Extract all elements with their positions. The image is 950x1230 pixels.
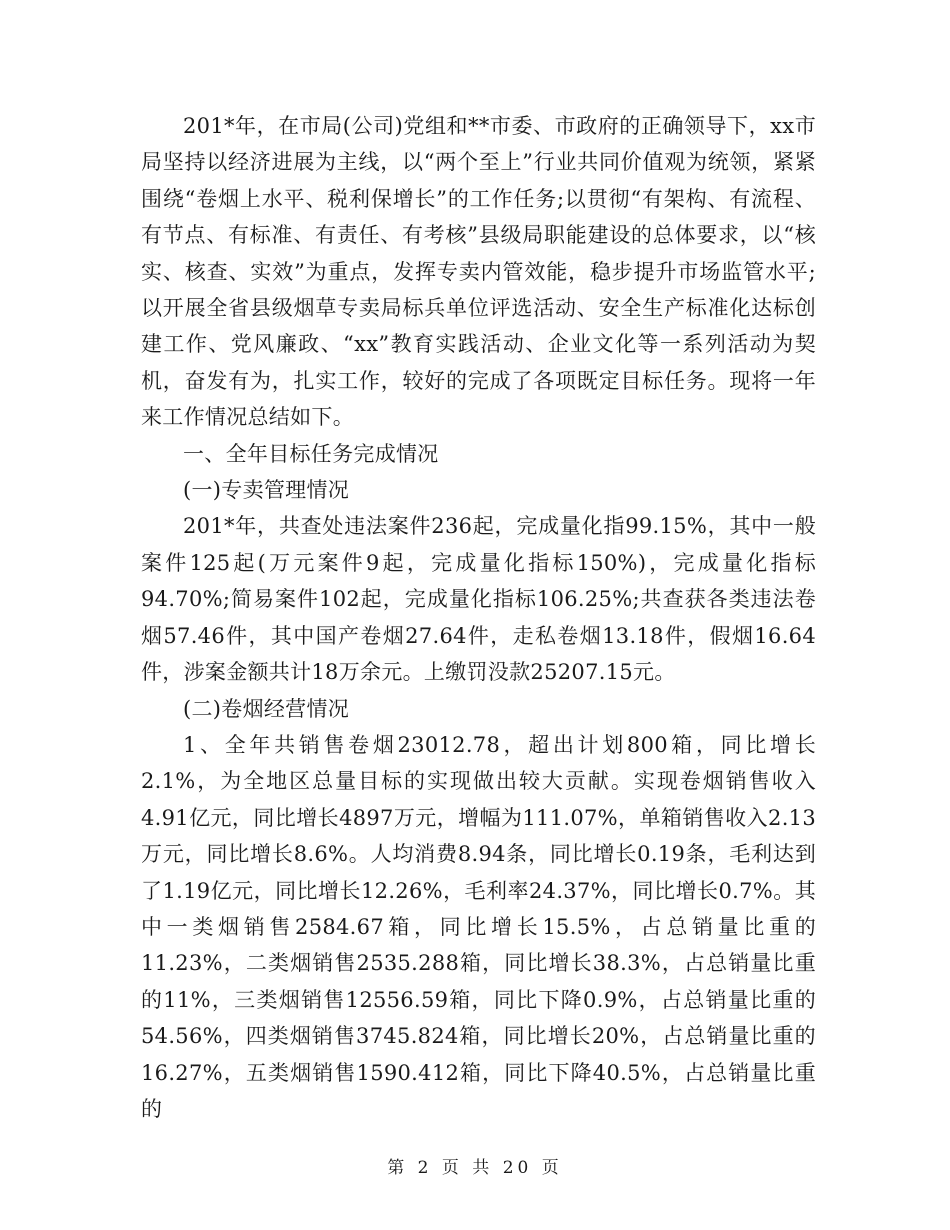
document-body: [141, 108, 816, 1127]
paragraph-monopoly-cases: 201*年，共查处违法案件236起，完成量化指99.15%，其中一般案件125起(万元案件9起，完成量化指标150%)，完成量化指标94.70%;简易案件102起，完成量化指标106.25%;共查获各类违法卷烟57.46件，其中国产卷烟27.64件，走私卷烟13.18件，假烟16.64件，涉案金额共计18万余元。上缴罚没款25207.15元。: [141, 514, 816, 685]
page-number-footer: 第 2 页 共 20 页: [387, 1158, 563, 1178]
section-heading-annual-targets: 一、全年目标任务完成情况: [183, 441, 439, 466]
paragraph-intro: 201*年，在市局(公司)党组和**市委、市政府的正确领导下，xx市局坚持以经济进展为主线，以“两个至上”行业共同价值观为统领，紧紧围绕“卷烟上水平、税利保增长”的工作任务;以贯彻“有架构、有流程、有节点、有标准、有责任、有考核”县级局职能建设的总体要求，以“核实、核查、实效”为重点，发挥专卖内管效能，稳步提升市场监管水平;以开展全省县级烟草专卖局标兵单位评选活动、安全生产标准化达标创建工作、党风廉政、“xx”教育实践活动、企业文化等一系列活动为契机，奋发有为，扎实工作，较好的完成了各项既定目标任务。现将一年来工作情况总结如下。: [141, 114, 816, 430]
subsection-heading-cigarette-operations: (二)卷烟经营情况: [183, 696, 350, 721]
subsection-heading-monopoly-management: (一)专卖管理情况: [183, 478, 350, 503]
paragraph-sales-figures: 1、全年共销售卷烟23012.78，超出计划800箱，同比增长2.1%，为全地区总量目标的实现做出较大贡献。实现卷烟销售收入4.91亿元，同比增长4897万元，增幅为111.07%，单箱销售收入2.13万元，同比增长8.6%。人均消费8.94条，同比增长0.19条，毛利达到了1.19亿元，同比增长12.26%，毛利率24.37%，同比增长0.7%。其中一类烟销售2584.67箱，同比增长15.5%，占总销量比重的11.23%，二类烟销售2535.288箱，同比增长38.3%，占总销量比重的11%，三类烟销售12556.59箱，同比下降0.9%，占总销量比重的54.56%，四类烟销售3745.824箱，同比增长20%，占总销量比重的16.27%，五类烟销售1590.412箱，同比下降40.5%，占总销量比重的: [141, 732, 816, 1121]
